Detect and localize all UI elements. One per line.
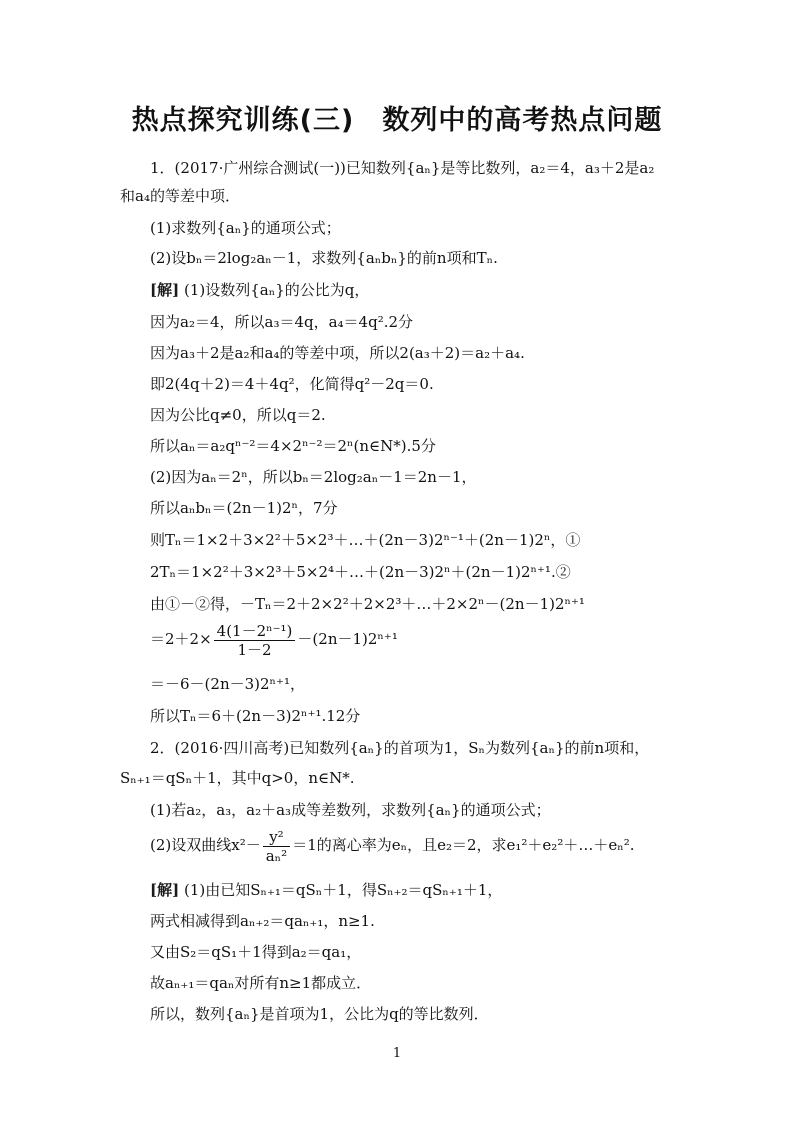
q1-sum-fraction: [214, 622, 296, 659]
q1-solution-line9: 则Tₙ＝1×2＋3×2²＋5×2³＋…＋(2n－3)2ⁿ⁻¹＋(2n－1)2ⁿ，①: [150, 531, 581, 549]
page-title: 热点探究训练(三) 数列中的高考热点问题: [131, 105, 663, 136]
fraction-denominator: aₙ²: [265, 846, 288, 865]
q1-solution-line8: 所以aₙbₙ＝(2n－1)2ⁿ，7分: [150, 499, 338, 517]
q1-s12-prefix: ＝2＋2×: [150, 630, 212, 648]
q1-solution-line2: 因为a₂＝4，所以a₃＝4q，a₄＝4q².2分: [150, 313, 414, 331]
q1-solution-line5: 因为公比q≠0，所以q＝2.: [150, 406, 326, 424]
fraction-numerator: y²: [263, 828, 290, 847]
q1-solution-line13: ＝－6－(2n－3)2ⁿ⁺¹，: [150, 675, 305, 693]
solution-tag: [解]: [150, 881, 180, 899]
q1-stem-line1: 1．(2017·广州综合测试(一))已知数列{aₙ}是等比数列，a₂＝4，a₃＋2是a₂: [150, 159, 655, 177]
q2-stem-line2: Sₙ₊₁＝qSₙ＋1，其中q>0，n∈N*.: [120, 769, 355, 787]
q1-solution-line14: 所以Tₙ＝6＋(2n－3)2ⁿ⁺¹.12分: [150, 707, 361, 725]
q1-part2: (2)设bₙ＝2log₂aₙ－1，求数列{aₙbₙ}的前n项和Tₙ.: [150, 249, 498, 267]
q1-solution-line12: [150, 620, 398, 659]
q1-s1-text: (1)设数列{aₙ}的公比为q，: [183, 281, 370, 299]
fraction-numerator: 4(1－2ⁿ⁻¹): [214, 622, 296, 641]
fraction-denominator: 1－2: [237, 640, 272, 659]
solution-tag: [解]: [150, 281, 180, 299]
q2-part1: (1)若a₂，a₃，a₂＋a₃成等差数列，求数列{aₙ}的通项公式；: [150, 801, 551, 819]
q2-p2-suffix: ＝1的离心率为eₙ，且e₂＝2，求e₁²＋e₂²＋…＋eₙ².: [292, 836, 635, 854]
q1-solution-line1: [150, 280, 369, 300]
q1-solution-line4: 即2(4q＋2)＝4＋4q²，化简得q²－2q＝0.: [150, 375, 434, 393]
q1-solution-line10: 2Tₙ＝1×2²＋3×2³＋5×2⁴＋…＋(2n－3)2ⁿ＋(2n－1)2ⁿ⁺¹.②: [150, 563, 571, 581]
q2-p2-prefix: (2)设双曲线x²－: [150, 836, 261, 854]
q1-solution-line11: 由①－②得，－Tₙ＝2＋2×2²＋2×2³＋…＋2×2ⁿ－(2n－1)2ⁿ⁺¹: [150, 595, 585, 613]
q1-solution-line7: (2)因为aₙ＝2ⁿ，所以bₙ＝2log₂aₙ－1＝2n－1，: [150, 468, 477, 486]
q2-s1-text: (1)由已知Sₙ₊₁＝qSₙ＋1，得Sₙ₊₂＝qSₙ₊₁＋1，: [183, 881, 503, 899]
page-number: 1: [392, 1046, 402, 1061]
q2-solution-line5: 所以，数列{aₙ}是首项为1，公比为q的等比数列．: [150, 1005, 489, 1023]
q1-stem-line2: 和a₄的等差中项．: [120, 187, 240, 205]
q2-solution-line2: 两式相减得到aₙ₊₂＝qaₙ₊₁，n≥1.: [150, 912, 375, 930]
q1-solution-line3: 因为a₃＋2是a₂和a₄的等差中项，所以2(a₃＋2)＝a₂＋a₄.: [150, 344, 525, 362]
hyperbola-fraction: [263, 828, 290, 865]
q2-solution-line1: [150, 880, 502, 900]
q1-s12-suffix: －(2n－1)2ⁿ⁺¹: [297, 630, 398, 648]
q1-solution-line6: 所以aₙ＝a₂qⁿ⁻²＝4×2ⁿ⁻²＝2ⁿ(n∈N*).5分: [150, 437, 436, 455]
q2-stem-line1: 2．(2016·四川高考)已知数列{aₙ}的首项为1，Sₙ为数列{aₙ}的前n项和，: [150, 739, 650, 757]
q2-solution-line3: 又由S₂＝qS₁＋1得到a₂＝qa₁，: [150, 943, 362, 961]
q2-part2: [150, 826, 635, 865]
q2-solution-line4: 故aₙ₊₁＝qaₙ对所有n≥1都成立．: [150, 974, 372, 992]
q1-part1: (1)求数列{aₙ}的通项公式；: [150, 219, 341, 237]
